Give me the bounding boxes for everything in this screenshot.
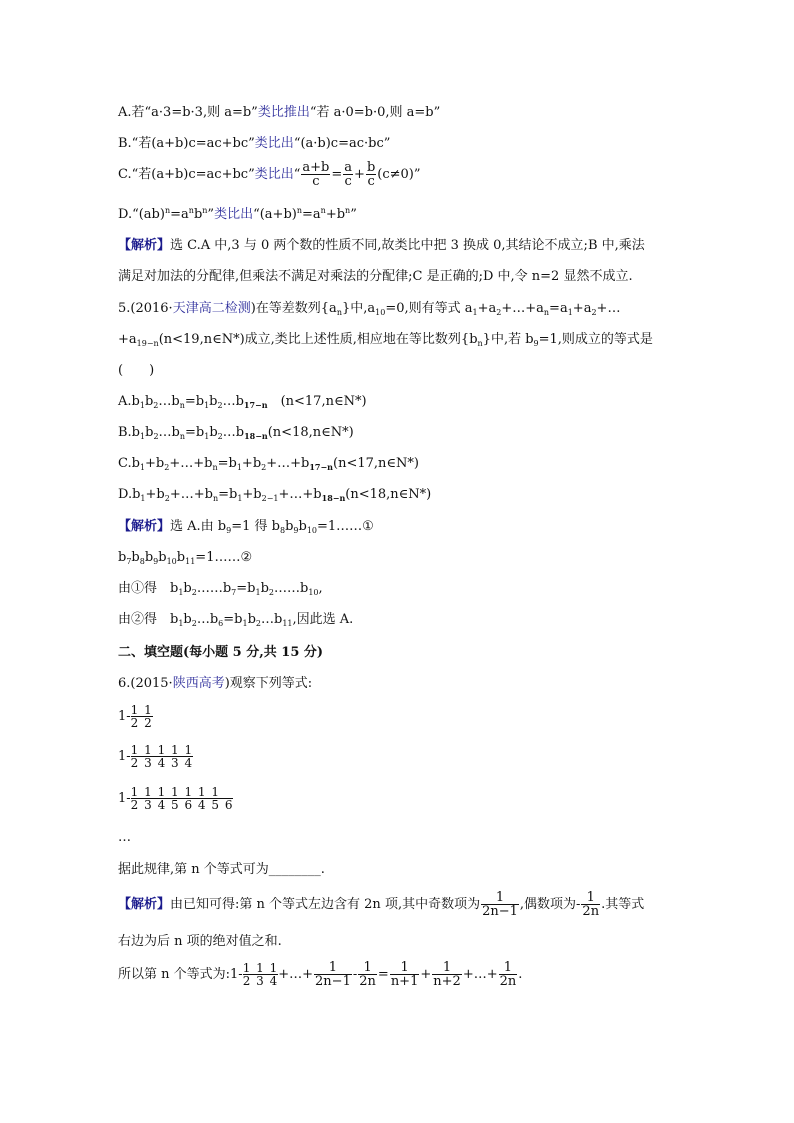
sub: 1	[139, 401, 145, 410]
t: +a	[477, 301, 497, 316]
t: 6.(2015·	[118, 676, 173, 691]
t: (n<17,n∈N*)	[333, 456, 419, 471]
t: b	[209, 394, 218, 409]
denominators: 2 2	[130, 716, 153, 730]
exp: n	[164, 206, 171, 215]
sub: 10	[166, 557, 177, 566]
fraction-1-over-2n	[581, 891, 600, 918]
t: =b	[184, 394, 205, 409]
sub: 17−n	[309, 462, 333, 472]
fraction-a-plus-b-over-c	[301, 161, 330, 188]
numerator: 1	[390, 961, 420, 975]
sub: 2	[164, 494, 170, 503]
plus: +	[354, 167, 365, 182]
sub: n	[477, 339, 483, 348]
sub: 2	[268, 588, 274, 597]
t: …b	[261, 612, 283, 627]
fraction-1-over-n-plus-2	[432, 961, 462, 988]
q4-option-a-pre: A.若“a·3=b·3,则 a=b”	[118, 105, 258, 120]
t: b	[193, 207, 203, 222]
numerator: 1	[432, 961, 462, 975]
numerator: a	[344, 160, 353, 175]
q4-option-b-post: “(a·b)c=ac·bc”	[293, 136, 391, 151]
t: +…	[596, 301, 621, 316]
t: .其等式	[601, 897, 645, 912]
t: b	[247, 612, 256, 627]
sub: n	[179, 401, 185, 410]
t: =1,则成立的等式是	[538, 332, 653, 347]
sub: 9	[293, 526, 299, 535]
section-heading-fill-in: 二、填空题(每小题 5 分,共 15 分)	[118, 645, 324, 660]
q4-option-a	[118, 104, 440, 122]
t: +b	[241, 456, 262, 471]
q6-analysis-line-1	[118, 888, 644, 922]
analysis-text: 选 C.A 中,3 与 0 两个数的性质不同,故类比中把 3 换成 0,其结论不成立;B 中,乘法	[170, 238, 645, 253]
sub: 10	[306, 526, 318, 535]
q4-option-d-keyword: 类比出	[214, 207, 254, 222]
sub: n	[212, 463, 218, 472]
sub: 1	[567, 308, 573, 317]
t: +b	[242, 487, 262, 502]
numerators: 1 1 1 1 1 1 1	[131, 786, 234, 799]
sub: 19−n	[136, 339, 159, 348]
sub: 10	[375, 308, 386, 317]
sub: 2	[153, 401, 159, 410]
q5-analysis-line-4	[118, 611, 353, 629]
sub: 2	[191, 619, 197, 628]
q4-option-c	[118, 160, 421, 190]
t: 1-	[118, 749, 131, 764]
t: 由②得 b	[118, 612, 179, 627]
t: ,偶数项为-	[519, 897, 581, 912]
sub: 18−n	[321, 493, 346, 503]
sub: 1	[140, 432, 146, 441]
fraction-1-over-n-plus-1	[390, 961, 420, 988]
q5-stem-line-2	[118, 331, 653, 349]
sub: 1	[472, 308, 478, 317]
analysis-label: 【解析】	[118, 519, 171, 534]
q4-option-c-keyword: 类比出	[254, 167, 294, 182]
t: +…+b	[169, 487, 213, 502]
q4-option-d	[118, 206, 357, 224]
exp: n	[188, 206, 194, 215]
t: +b	[145, 487, 165, 502]
t: b	[158, 550, 167, 565]
denominators: 2 3 4 3 4	[130, 756, 194, 770]
sub: 10	[308, 588, 319, 597]
t: ,因此选 A.	[292, 612, 354, 627]
sub: 2−1	[261, 494, 279, 503]
t: b	[144, 550, 154, 565]
t: ……b	[196, 581, 232, 596]
denominator: c	[367, 174, 375, 189]
q4-analysis-line-1	[118, 237, 645, 255]
sub: 1	[139, 463, 146, 472]
sub: 11	[185, 557, 196, 566]
sub: 9	[226, 526, 232, 535]
t: +a	[118, 332, 137, 347]
t: +b	[325, 207, 346, 222]
q5-source: 天津高二检测	[172, 301, 251, 316]
numerator: b	[366, 160, 376, 175]
t: =b	[223, 612, 243, 627]
q5-analysis-line-3	[118, 580, 323, 598]
t: =b	[217, 456, 237, 471]
t: “(a+b)	[253, 207, 297, 222]
t: b	[183, 612, 192, 627]
t: =b	[236, 581, 256, 596]
t: …b	[158, 394, 180, 409]
sub: 7	[231, 588, 237, 597]
sub: 8	[139, 557, 145, 566]
analysis-text: 满足对加法的分配律,但乘法不满足对乘法的分配律;C 是正确的;D 中,令 n=2 显然不成立.	[118, 269, 633, 284]
t: =a	[302, 207, 321, 222]
q4-analysis-line-2	[118, 268, 633, 286]
q5-analysis-line-1	[118, 518, 374, 536]
t: =b	[218, 487, 238, 502]
option-c-tail: (c≠0)”	[377, 167, 421, 182]
t: b	[285, 519, 294, 534]
numerator: 1	[499, 961, 518, 975]
denominators: 2 3 4	[242, 974, 279, 988]
sub: 17−n	[243, 400, 268, 410]
t: 5.(2016·	[118, 301, 173, 316]
fraction-b-over-c	[366, 161, 376, 188]
t: +b	[145, 456, 165, 471]
denominator: n+1	[390, 974, 419, 989]
q4-option-c-pre: C.“若(a+b)c=ac+bc”	[118, 167, 255, 182]
sub: 1	[236, 463, 242, 472]
t: 由已知可得:第 n 个等式左边含有 2n 项,其中奇数项为	[170, 897, 481, 912]
t: A.b	[118, 394, 140, 409]
sub: 2	[496, 308, 502, 317]
t: b	[209, 425, 218, 440]
numerators: 1 1 1 1 1	[130, 743, 194, 757]
sub: 2	[255, 619, 261, 628]
t: .	[518, 967, 523, 982]
analysis-label: 【解析】	[118, 238, 171, 253]
sub: n	[212, 494, 219, 503]
q4-option-b-keyword: 类比出	[254, 136, 294, 151]
t: B.b	[118, 425, 141, 440]
t: =1……②	[195, 550, 253, 565]
sub: 7	[126, 557, 132, 566]
t: b	[144, 394, 154, 409]
t: ”	[350, 207, 357, 222]
numerator: 1	[481, 891, 519, 905]
t: (n<17,n∈N*)	[267, 394, 367, 409]
t: b	[145, 425, 154, 440]
t: =1 得 b	[231, 519, 280, 534]
denominators: 2 3 4 5 6 4 5 6	[130, 798, 234, 812]
q5-answer-paren: ( )	[118, 363, 155, 378]
q4-option-a-keyword: 类比推出	[257, 105, 310, 120]
t: b	[260, 581, 269, 596]
t: }中,a	[341, 301, 376, 316]
t: …b	[158, 425, 180, 440]
sub: 2	[261, 463, 267, 472]
t: ”	[207, 207, 215, 222]
numerator: a+b	[302, 160, 330, 175]
t: -	[352, 967, 358, 982]
numerator: 1	[581, 891, 600, 905]
q6-prompt: 据此规律,第 n 个等式可为________.	[118, 862, 325, 877]
t: ……b	[274, 581, 309, 596]
analysis-label: 【解析】	[118, 897, 171, 912]
fraction-1-over-2n-minus-1	[481, 891, 519, 918]
sub: 6	[218, 619, 224, 628]
q6-stem	[118, 675, 312, 693]
t: +a	[572, 301, 592, 316]
fraction-chain	[131, 786, 234, 811]
numerators: 1 1	[130, 703, 153, 717]
q4-option-a-post: “若 a·0=b·0,则 a=b”	[309, 105, 441, 120]
t: 1-	[118, 791, 131, 806]
sub: 2	[164, 463, 170, 472]
t: =0,则有等式 a	[385, 301, 473, 316]
t: …b	[222, 425, 245, 440]
q4-option-b-pre: B.“若(a+b)c=ac+bc”	[118, 136, 255, 151]
t: +	[420, 967, 432, 982]
sub: 18−n	[244, 431, 268, 441]
q6-analysis-line-2: 右边为后 n 项的绝对值之和.	[118, 934, 282, 949]
sub: 2	[153, 432, 159, 441]
t: )观察下列等式:	[224, 676, 313, 691]
t: b	[298, 519, 307, 534]
sub: 1	[140, 494, 146, 503]
sub: 9	[153, 557, 159, 566]
equals: =	[331, 167, 343, 182]
t: …b	[222, 394, 244, 409]
q5-option-d	[118, 486, 431, 504]
sub: 1	[178, 619, 184, 628]
denominator: n+2	[433, 974, 461, 989]
sub: 2	[191, 588, 197, 597]
t: 1-	[118, 709, 131, 724]
sub: 1	[242, 619, 248, 628]
sub: 1	[255, 588, 261, 597]
t: (n<18,n∈N*)	[267, 425, 354, 440]
sub: n	[336, 308, 342, 317]
sub: 2	[217, 401, 223, 410]
t: D.b	[118, 487, 141, 502]
t: +…+b	[169, 456, 213, 471]
t: }中,若 b	[482, 332, 534, 347]
sub: 2	[217, 432, 223, 441]
q4-option-b	[118, 135, 390, 153]
t: …b	[196, 612, 219, 627]
q6-ellipsis: …	[118, 830, 131, 845]
t: +…+b	[266, 456, 310, 471]
q6-analysis-line-3	[118, 958, 522, 992]
q5-option-b	[118, 424, 354, 442]
t: +…+b	[278, 487, 322, 502]
sub: 8	[279, 526, 286, 535]
exp: n	[320, 206, 326, 215]
sub: 11	[282, 619, 293, 628]
sub: 1	[237, 494, 243, 503]
fraction-chain	[243, 962, 279, 987]
t: b	[183, 581, 192, 596]
t: =a	[170, 207, 189, 222]
numerator: 1	[358, 961, 377, 975]
sub: n	[179, 432, 186, 441]
t: ,	[318, 581, 323, 596]
t: (n<19,n∈N*)成立,类比上述性质,相应地在等比数列{b	[158, 332, 478, 347]
exp: n	[296, 206, 303, 215]
t: )在等差数列{a	[250, 301, 337, 316]
q6-equation-2	[118, 744, 193, 769]
denominator: c	[344, 174, 352, 189]
exp: n	[202, 206, 208, 215]
q5-stem-line-1	[118, 300, 620, 318]
t: 所以第 n 个等式为:1-	[118, 967, 243, 982]
numerator: 1	[314, 961, 352, 975]
fraction-chain	[131, 704, 153, 729]
q5-option-a	[118, 393, 367, 411]
t: +…+	[278, 967, 314, 982]
fraction-1-over-2n-final	[499, 961, 518, 988]
denominator: 2n	[499, 974, 517, 989]
t: +…+a	[501, 301, 544, 316]
numerators: 1 1 1	[242, 961, 279, 975]
sub: 1	[178, 588, 184, 597]
q6-equation-1	[118, 704, 153, 729]
t: =a	[549, 301, 568, 316]
quote-open: “	[293, 167, 301, 182]
t: =	[377, 967, 389, 982]
denominator: 2n−1	[315, 974, 351, 989]
fraction-1-over-2n-minus-1	[314, 961, 352, 988]
fraction-a-over-c	[343, 161, 353, 188]
sub: 2	[591, 308, 597, 317]
denominator: c	[312, 174, 320, 189]
denominator: 2n	[359, 974, 376, 989]
t: 由①得 b	[118, 581, 179, 596]
sub: n	[543, 308, 550, 317]
q6-source: 陕西高考	[172, 676, 225, 691]
t: 选 A.由 b	[170, 519, 227, 534]
fraction-1-over-2n	[358, 961, 377, 988]
q6-equation-3	[118, 786, 233, 811]
sub: 1	[204, 401, 210, 410]
q5-analysis-line-2	[118, 549, 252, 567]
fraction-chain	[131, 744, 193, 769]
exp: n	[345, 206, 351, 215]
sub: 1	[204, 432, 210, 441]
t: b	[131, 550, 140, 565]
sub: 9	[533, 339, 539, 348]
denominator: 2n−1	[482, 904, 518, 919]
denominator: 2n	[582, 904, 600, 919]
t: D.“(ab)	[118, 207, 165, 222]
t: b	[176, 550, 186, 565]
t: (n<18,n∈N*)	[345, 487, 432, 502]
t: +…+	[462, 967, 498, 982]
t: C.b	[118, 456, 140, 471]
t: =b	[185, 425, 205, 440]
q5-option-c	[118, 455, 419, 473]
t: =1……①	[317, 519, 374, 534]
t: b	[118, 550, 127, 565]
